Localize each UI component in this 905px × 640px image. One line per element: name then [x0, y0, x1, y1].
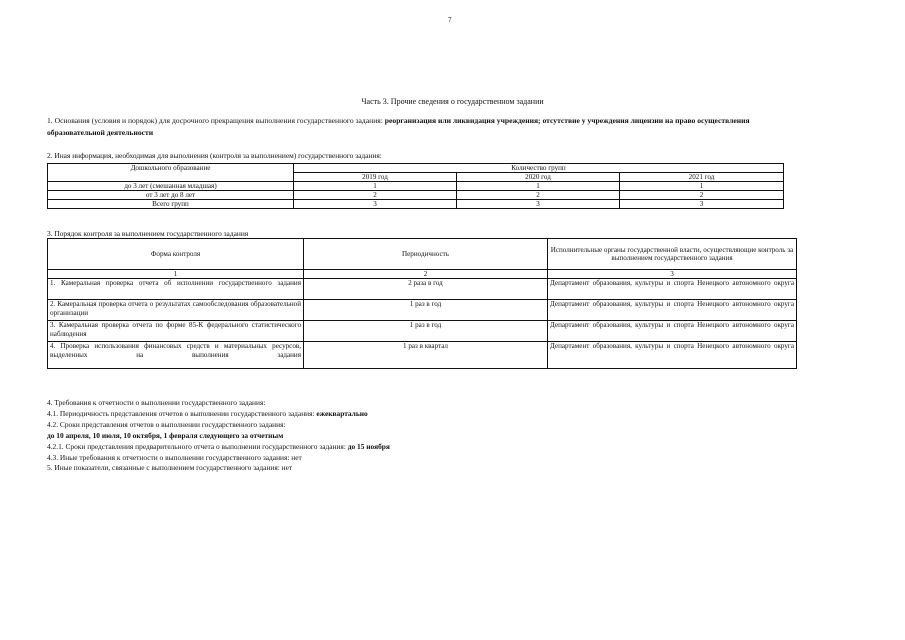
control-org: Департамент образования, культуры и спорта Ненецкого автономного округа [548, 321, 797, 342]
groups-table-header-education: Дошкольного образование [48, 164, 294, 182]
reporting-periodicity-value: ежеквартально [316, 408, 368, 418]
other-reporting-requirements: 4.3. Иные требования к отчетности о выполнении государственного задания: нет [47, 452, 302, 462]
control-col-number: 2 [304, 270, 548, 279]
groups-cell: 2 [457, 191, 620, 200]
reporting-requirements [47, 398, 390, 474]
section-3-heading: 3. Порядок контроля за выполнением государственного задания [47, 229, 249, 238]
groups-cell: 3 [620, 200, 784, 209]
page-number: 7 [448, 16, 452, 24]
control-header-org: Исполнительные органы государственной власти, осуществляющие контроль за выполнением государственного задания [548, 239, 797, 270]
control-header-form: Форма контроля [48, 239, 304, 270]
groups-cell: 2 [620, 191, 784, 200]
control-table [47, 238, 797, 369]
groups-cell: 1 [457, 182, 620, 191]
table-row [48, 279, 797, 300]
control-period: 2 раза в год [304, 279, 548, 300]
groups-table-year: 2020 год [457, 173, 620, 182]
table-row [48, 321, 797, 342]
table-row [48, 342, 797, 369]
control-form: 2. Камеральная проверка отчета о результатах самообследования образовательной организации [48, 300, 304, 321]
control-form: 4. Проверка использования финансовых средств и материальных ресурсов, выделенных на выполнения задания [48, 342, 304, 369]
other-indicators: 5. Иные показатели, связанные с выполнением государственного задания: нет [47, 463, 293, 473]
preliminary-report-value: до 15 ноября [347, 441, 390, 451]
reporting-periodicity [47, 409, 390, 420]
groups-table-year: 2019 год [294, 173, 457, 182]
groups-cell: 2 [294, 191, 457, 200]
groups-row-label: от 3 лет до 8 лет [48, 191, 294, 200]
table-row [48, 182, 784, 191]
control-form: 3. Камеральная проверка отчета по форме 85-К федерального статистического наблюдения [48, 321, 304, 342]
termination-grounds-label: 1. Основания (условия и порядок) для досрочного прекращения выполнения государственного задания: [47, 116, 385, 125]
preliminary-report-deadline [47, 442, 390, 453]
control-org: Департамент образования, культуры и спорта Ненецкого автономного округа [548, 342, 797, 369]
control-col-number: 3 [548, 270, 797, 279]
reporting-periodicity-label: 4.1. Периодичность представления отчетов о выполнении государственного задания: [47, 408, 317, 418]
part-title: Часть 3. Прочие сведения о государственном задании [361, 97, 544, 106]
termination-grounds [47, 115, 787, 138]
groups-table-year: 2021 год [620, 173, 784, 182]
control-col-number: 1 [48, 270, 304, 279]
table-row [48, 300, 797, 321]
termination-grounds-value: реорганизация или ликвидация учреждения; отсутствие у учреждения лицензии на право осуществления образовательной деятельности [47, 116, 750, 137]
control-header-period: Периодичность [304, 239, 548, 270]
control-form: 1. Камеральная проверка отчета об исполнении государственного задания [48, 279, 304, 300]
groups-row-label: Всего групп [48, 200, 294, 209]
reporting-deadlines-label: 4.2. Сроки представления отчетов о выполнении государственного задания: [47, 419, 286, 429]
control-period: 1 раз в квартал [304, 342, 548, 369]
reporting-deadlines-dates: до 10 апреля, 10 июля, 10 октября, 1 февраля следующего за отчетным [47, 430, 284, 440]
groups-cell: 1 [294, 182, 457, 191]
groups-table [47, 163, 784, 209]
control-period: 1 раз в год [304, 300, 548, 321]
control-org: Департамент образования, культуры и спорта Ненецкого автономного округа [548, 279, 797, 300]
control-org: Департамент образования, культуры и спорта Ненецкого автономного округа [548, 300, 797, 321]
groups-cell: 3 [294, 200, 457, 209]
groups-cell: 3 [457, 200, 620, 209]
control-period: 1 раз в год [304, 321, 548, 342]
table-row [48, 200, 784, 209]
groups-table-header-count: Количество групп [294, 164, 784, 173]
preliminary-report-label: 4.2.1. Сроки представления предварительного отчета о выполнении государственного задания: [47, 441, 348, 451]
reporting-deadlines-value [47, 431, 390, 442]
reporting-heading: 4. Требования к отчетности о выполнении государственного задания: [47, 398, 266, 407]
groups-row-label: до 3 лет (смешанная младшая) [48, 182, 294, 191]
section-2-heading: 2. Иная информация, необходимая для выполнения (контроля за выполнением) государственного задания: [47, 151, 382, 160]
table-row [48, 191, 784, 200]
groups-cell: 1 [620, 182, 784, 191]
